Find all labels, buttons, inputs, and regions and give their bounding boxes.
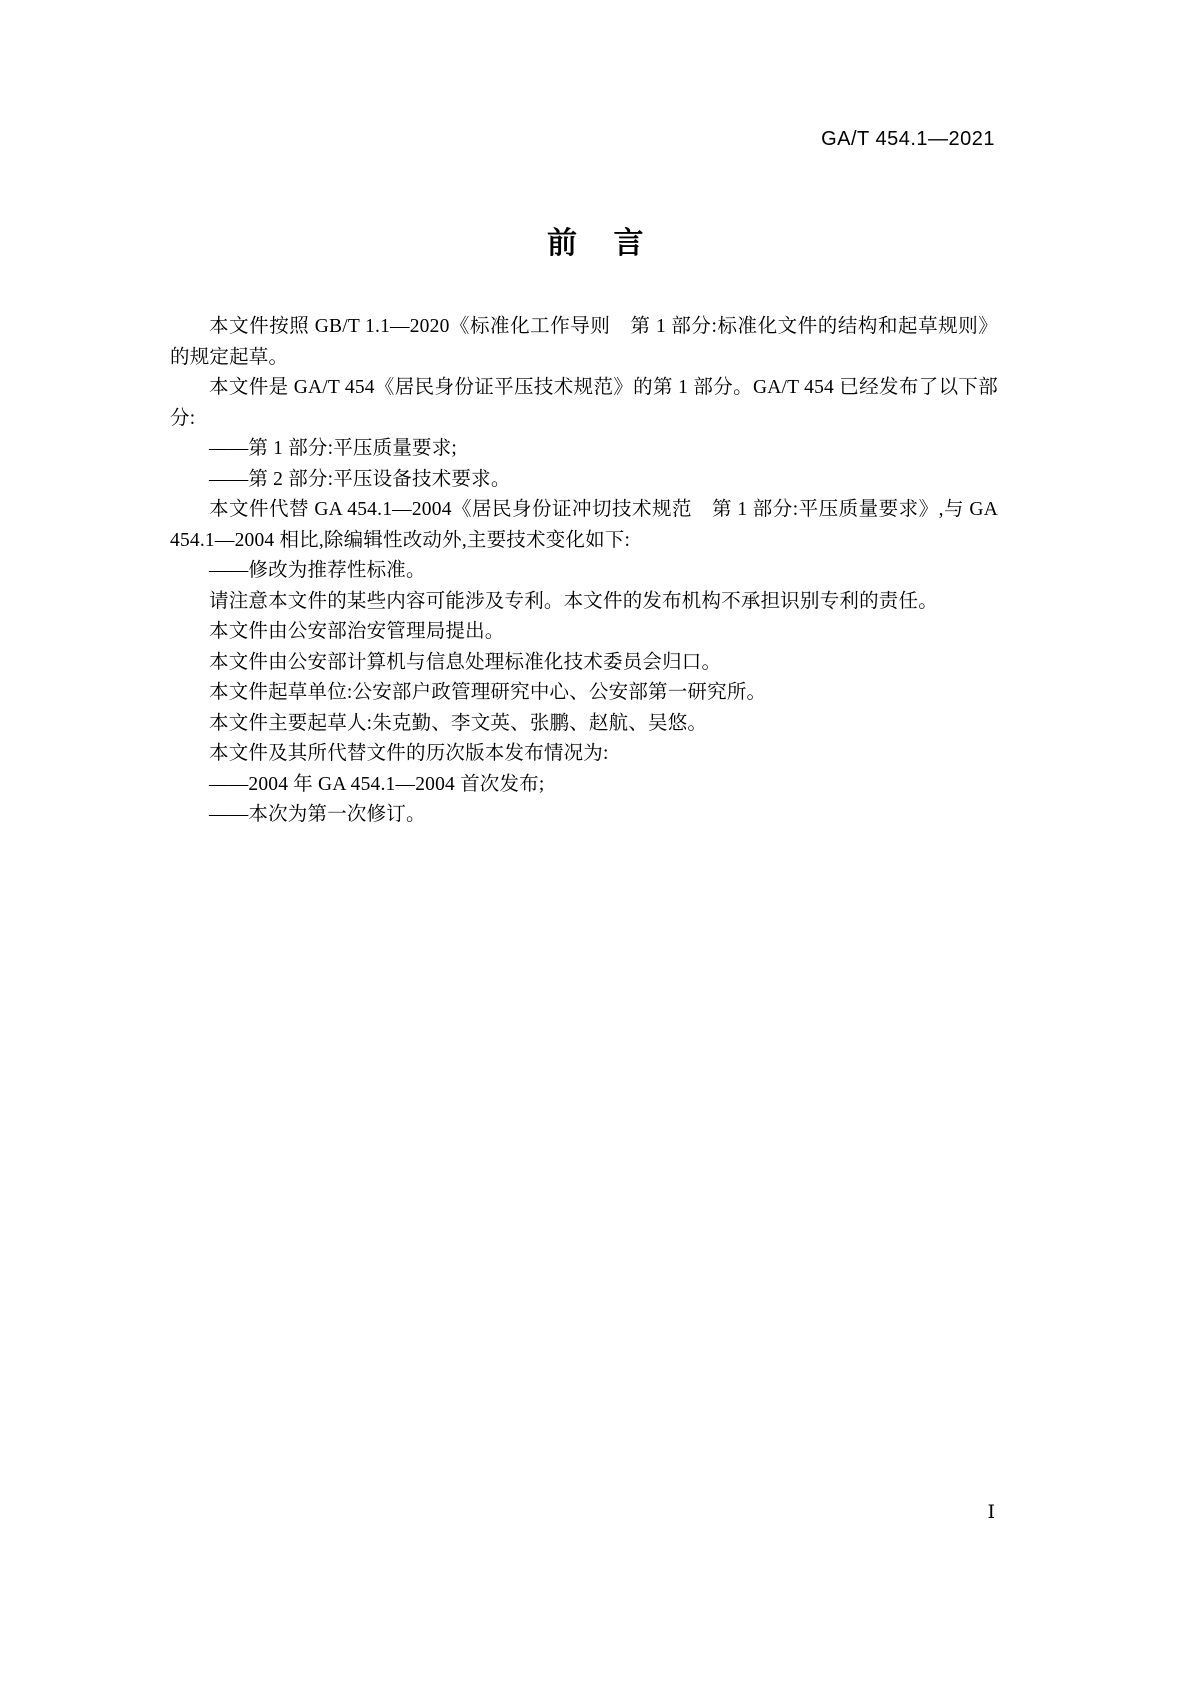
foreword-paragraph: ——第 1 部分:平压质量要求; <box>209 438 458 459</box>
foreword-paragraph: 请注意本文件的某些内容可能涉及专利。本文件的发布机构不承担识别专利的责任。 <box>209 590 938 612</box>
foreword-paragraph: 本文件是 GA/T 454《居民身份证平压技术规范》的第 1 部分。GA/T 454 已经发布了以下部分: <box>170 377 998 429</box>
foreword-paragraph: 本文件按照 GB/T 1.1—2020《标准化工作导则 第 1 部分:标准化文件的结构和起草规则》的规定起草。 <box>170 316 998 368</box>
foreword-paragraph: ——2004 年 GA 454.1—2004 首次发布; <box>209 773 545 795</box>
foreword-paragraph: 本文件主要起草人:朱克勤、李文英、张鹏、赵航、吴悠。 <box>209 712 708 734</box>
foreword-paragraph: 本文件由公安部计算机与信息处理标准化技术委员会归口。 <box>209 651 722 673</box>
foreword-paragraph: ——修改为推荐性标准。 <box>209 560 426 581</box>
page-title <box>0 218 1191 262</box>
page-title-part-1: 前 <box>547 226 578 261</box>
foreword-body <box>170 312 998 831</box>
foreword-paragraph: 本文件起草单位:公安部户政管理研究中心、公安部第一研究所。 <box>209 682 767 703</box>
foreword-paragraph: ——本次为第一次修订。 <box>209 804 426 825</box>
page-title-part-2: 言 <box>613 226 644 261</box>
foreword-paragraph: 本文件由公安部治安管理局提出。 <box>209 621 505 642</box>
page-number: Ⅰ <box>987 1502 995 1523</box>
standard-number-header: GA/T 454.1—2021 <box>821 128 995 150</box>
foreword-paragraph: 本文件代替 GA 454.1—2004《居民身份证冲切技术规范 第 1 部分:平压质量要求》,与 GA 454.1—2004 相比,除编辑性改动外,主要技术变化如下: <box>170 499 998 551</box>
foreword-paragraph: 本文件及其所代替文件的历次版本发布情况为: <box>209 743 609 764</box>
foreword-paragraph: ——第 2 部分:平压设备技术要求。 <box>209 468 511 490</box>
